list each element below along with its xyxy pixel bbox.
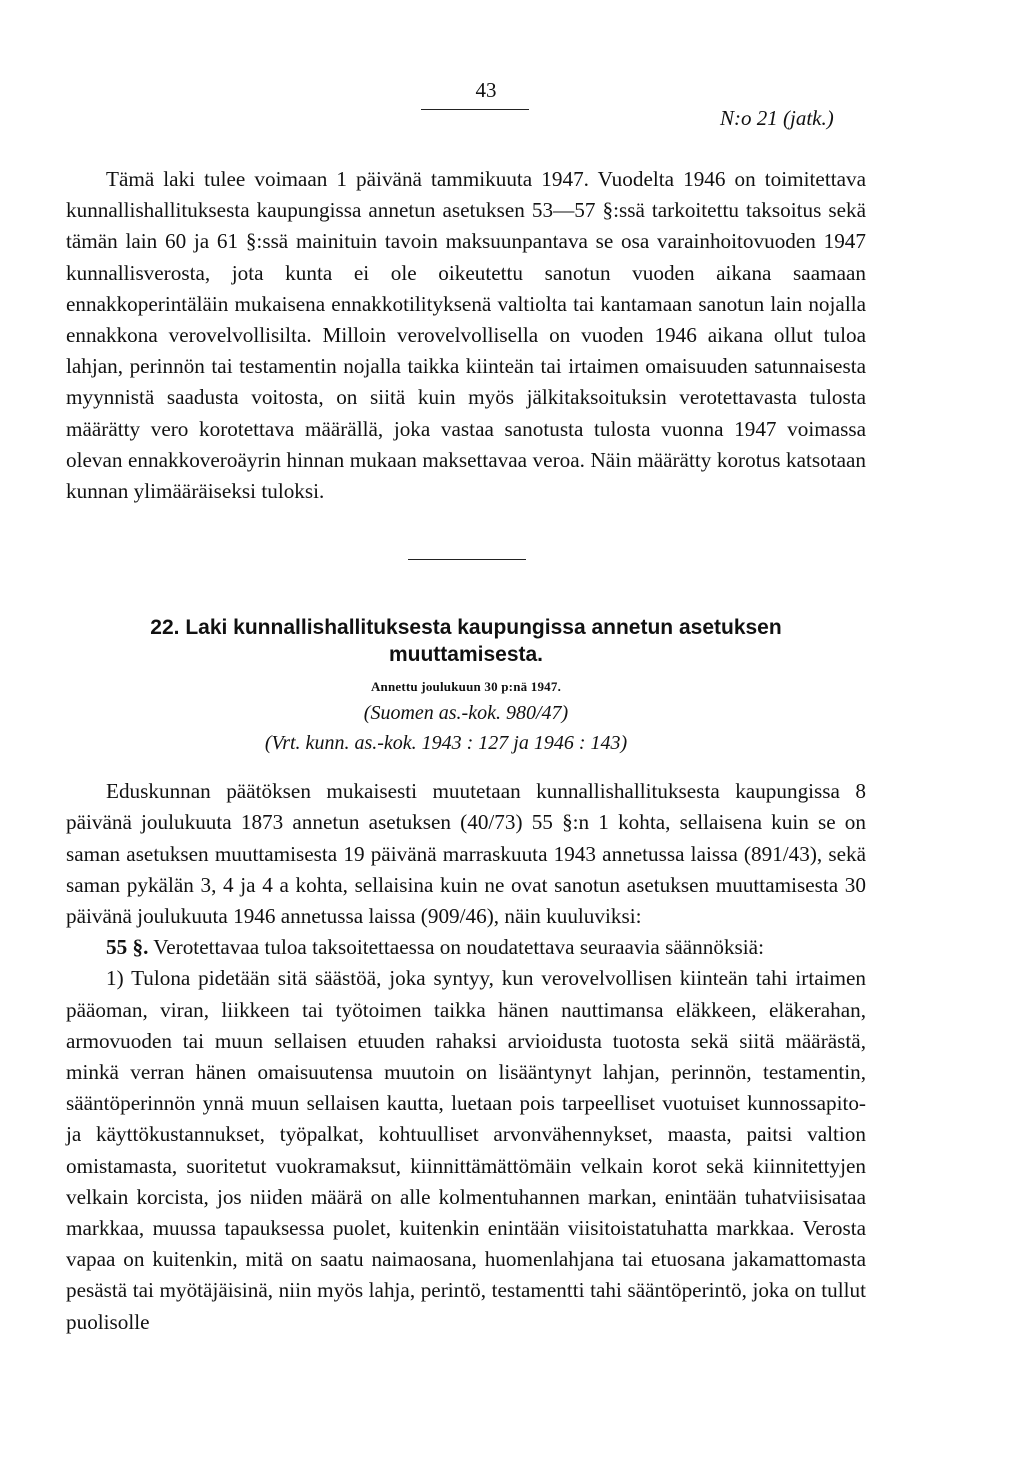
section-divider — [408, 559, 526, 560]
statute-reference-text: (Suomen as.-kok. 980/47) — [363, 702, 569, 725]
page-number: 43 — [475, 78, 497, 102]
section-reference: N:o 21 (jatk.) — [720, 106, 834, 130]
continuation-paragraph: Tämä laki tulee voimaan 1 päivänä tammikuuta 1947. Vuodelta 1946 on toimitettava kunnallishallituksesta kaupungissa annetun asetuksen 53—57 §:ssä tarkoitettu taksoitus sekä tämän lain 60 ja 61 §:ssä mainituin tavoin maksuunpantava se osa varainhoitovuoden 1947 kunnallisverosta, jota kunta ei ole oikeutettu sanotun vuoden aikana saamaan ennakkoperintäläin mukaisena ennakkotilityksenä valtiolta tai kantamaan sanotun lain nojalla ennakkona verovelvollisilta. Milloin verovelvollisella on vuoden 1946 aikana ollut tuloa lahjan, perinnön tai testamentin nojalla taikka kiinteän tai irtaimen omaisuuden satunnaisesta myynnistä saadusta voitosta, on siitä kuin myös jälkitaksoituksin verotettavasta tulosta määrätty vero korotettava määrällä, joka vastaa sanotusta tulosta vuonna 1947 voimassa olevan ennakkoveroäyrin hinnan mukaan maksettavaa veroa. Näin määrätty korotus katsotaan kunnan ylimääräiseksi tuloksi. — [66, 167, 866, 504]
document-page — [66, 78, 866, 1338]
item-1-paragraph: 1) Tulona pidetään sitä säästöä, joka syntyy, kun verovelvollisen kiinteän tahi irtaimen pääoman, viran, liikkeen tai työtoimen taikka hänen nauttimansa eläkkeen, eläkerahan, armovuoden tai muun sellaisen etuuden rahaksi arvioidusta tuotosta sekä siitä määrästä, minkä verran hänen omaisuutensa muutoin on lisääntynyt lahjan, perinnön, testamentin, sääntöperinnön ynnä muun sellaisen kautta, luetaan pois tarpeelliset vuotuiset kunnossapito- ja käyttökustannukset, työpalkat, kohtuulliset arvonvähennykset, maasta, paitsi valtion omistamasta, suoritetut vuokramaksut, kiinnittämättömäin velkain korot sekä kiinnitettyjen velkain korcista, jos niiden määrä on alle kolmentuhannen markan, enintään tuhatviisisataa markkaa, muussa tapauksessa puolet, kuitenkin enintään viisitoistatuhatta markkaa. Verosta vapaa on kuitenkin, mitä on saatu naimaosana, huomenlahjana tai etuosana jakamattomasta pesästä tai myötäjäisinä, niin myös lahja, perintö, testamentti tahi sääntöperintö, joka on tullut puolisolle — [66, 966, 866, 1334]
law-title: 22. Laki kunnallishallituksesta kaupungissa annetun asetuksen muuttamisesta. — [150, 616, 782, 667]
statute-reference — [66, 698, 866, 728]
section-mark: 55 §. — [106, 935, 149, 960]
compare-reference-text: (Vrt. kunn. as.-kok. 1943 : 127 ja 1946 : 143) — [264, 732, 628, 755]
issued-date: Annettu joulukuun 30 p:nä 1947. — [370, 679, 562, 695]
section-55 — [66, 932, 866, 963]
section-55-text: Verotettavaa tuloa taksoitettaessa on noudatettava seuraavia säännöksiä: — [153, 935, 764, 960]
compare-reference — [26, 728, 866, 758]
enactment-clause: Eduskunnan päätöksen mukaisesti muutetaan kunnallishallituksesta kaupungissa 8 päivänä joulukuuta 1873 annetun asetuksen (40/73) 55 §:n 1 kohta, sellaisena kuin se on saman asetuksen muuttamisesta 19 päivänä marraskuuta 1943 annetussa laissa (891/43), sekä saman pykälän 3, 4 ja 4 a kohta, sellaisina kuin ne ovat sanotun asetuksen muuttamisesta 30 päivänä joulukuuta 1946 annetussa laissa (909/46), näin kuuluviksi: — [66, 779, 866, 929]
page-header — [66, 78, 866, 164]
page-number-underline — [421, 109, 529, 110]
